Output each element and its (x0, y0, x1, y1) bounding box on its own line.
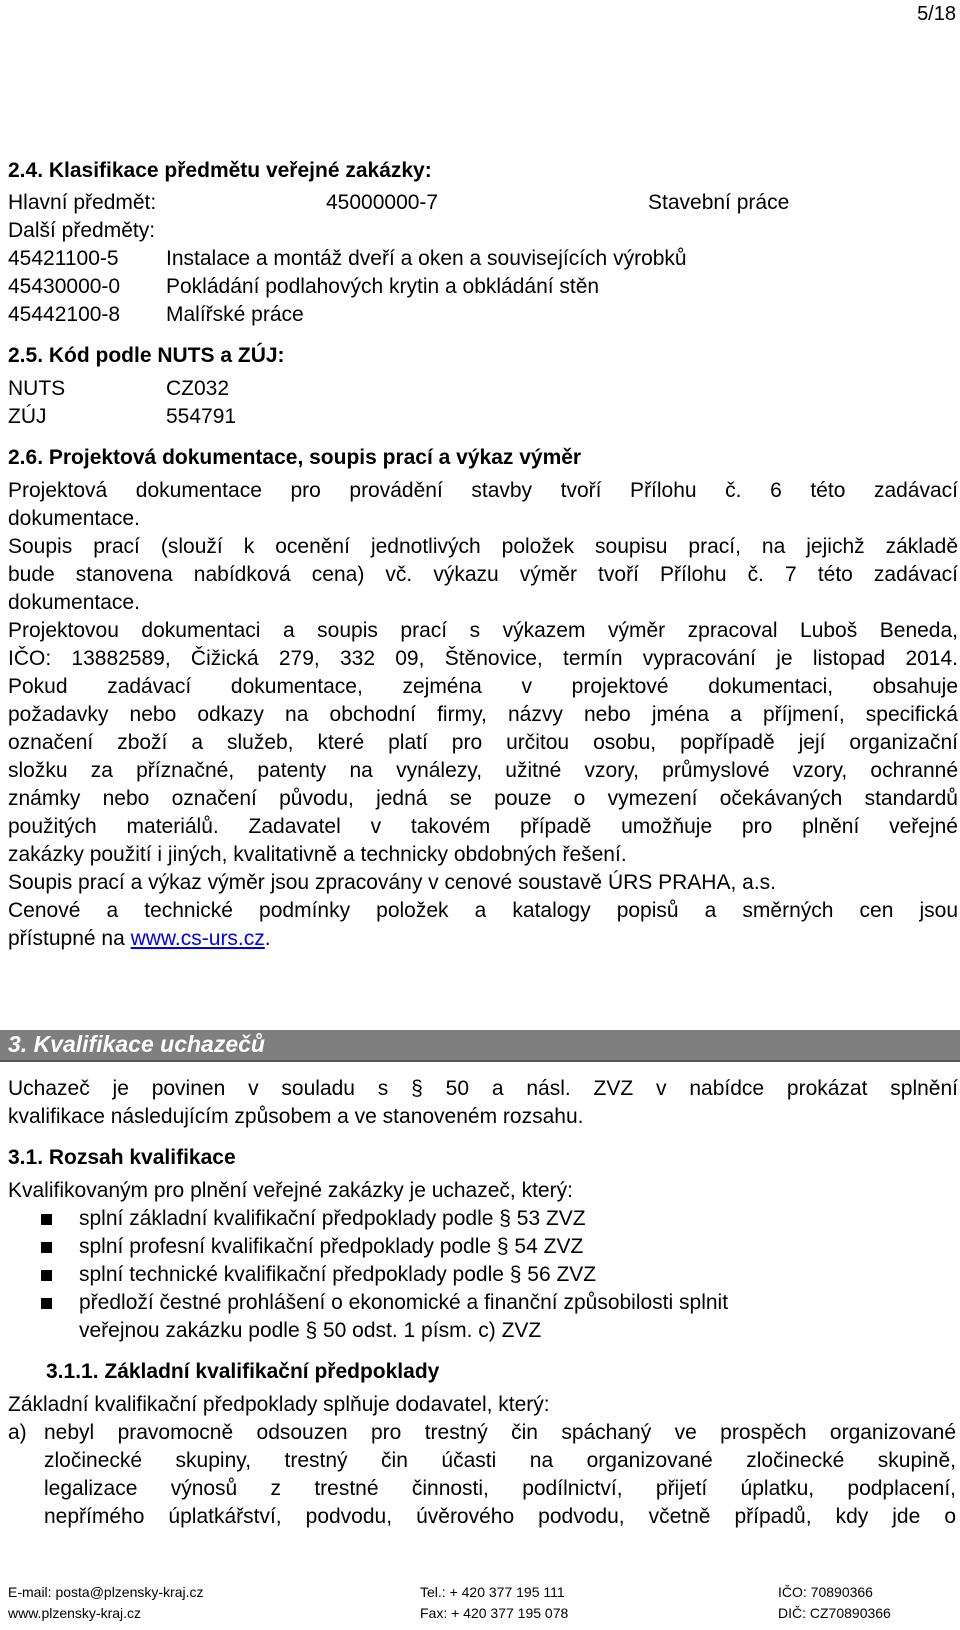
paragraph-line: Projektová dokumentace pro provádění stavby tvoří Přílohu č. 6 této zadávací (8, 479, 958, 502)
cpv-desc: Instalace a montáž dveří a oken a souvisejících výrobků (166, 247, 687, 270)
paragraph-line: zakázky použití i jiných, kvalitativně a technicky obdobných řešení. (8, 843, 627, 866)
list-marker: a) (8, 1421, 27, 1444)
paragraph-line: dokumentace. (8, 507, 140, 530)
cpv-code: 45421100-5 (8, 247, 119, 270)
footer-email[interactable]: E-mail: posta@plzensky-kraj.cz (8, 1584, 204, 1600)
list-item-line: nepřímého úplatkářství, podvodu, úvěrového podvodu, včetně případů, kdy jde o (44, 1505, 956, 1528)
section-2-6-heading: 2.6. Projektová dokumentace, soupis prací a výkaz výměr (8, 446, 582, 469)
paragraph-line: dokumentace. (8, 591, 140, 614)
paragraph-line: kvalifikace následujícím způsobem a ve stanoveném rozsahu. (8, 1105, 584, 1128)
paragraph-line: požadavky nebo odkazy na obchodní firmy, názvy nebo jména a příjmení, specifická (8, 703, 958, 726)
bullet-icon (41, 1270, 52, 1281)
paragraph-line: Uchazeč je povinen v souladu s § 50 a násl. ZVZ v nabídce prokázat splnění (8, 1077, 958, 1100)
paragraph-line: složku za příznačné, patenty na vynálezy, užitné vzory, průmyslové vzory, ochranné (8, 759, 958, 782)
list-item: předloží čestné prohlášení o ekonomické a finanční způsobilosti splnit (79, 1291, 729, 1314)
section-2-5-heading: 2.5. Kód podle NUTS a ZÚJ: (8, 344, 285, 367)
main-subject-desc: Stavební práce (648, 191, 790, 214)
main-subject-code: 45000000-7 (326, 191, 439, 214)
list-item-line: legalizace výnosů z trestné činnosti, podílnictví, přijetí úplatku, podplacení, (44, 1477, 956, 1500)
nuts-value: CZ032 (166, 377, 230, 400)
section-2-4-heading: 2.4. Klasifikace předmětu veřejné zakázky: (8, 159, 432, 182)
bullet-icon (41, 1298, 52, 1309)
footer-ico: IČO: 70890366 (778, 1584, 873, 1600)
zuj-value: 554791 (166, 405, 237, 428)
section-3-1-heading: 3.1. Rozsah kvalifikace (8, 1146, 236, 1169)
list-item: splní technické kvalifikační předpoklady podle § 56 ZVZ (79, 1263, 597, 1286)
paragraph-line: použitých materiálů. Zadavatel v takovém případě umožňuje pro plnění veřejné (8, 815, 958, 838)
footer-fax: Fax: + 420 377 195 078 (420, 1605, 569, 1621)
list-item: splní základní kvalifikační předpoklady podle § 53 ZVZ (79, 1207, 586, 1230)
paragraph-line (8, 925, 271, 953)
list-item: splní profesní kvalifikační předpoklady podle § 54 ZVZ (79, 1235, 584, 1258)
other-subjects-label: Další předměty: (8, 219, 156, 242)
section-3-1-1-heading: 3.1.1. Základní kvalifikační předpoklady (46, 1360, 440, 1383)
paragraph-line: Cenové a technické podmínky položek a katalogy popisů a směrných cen jsou (8, 899, 958, 922)
paragraph-line: bude stanovena nabídková cena) vč. výkazu výměr tvoří Přílohu č. 7 této zadávací (8, 563, 958, 586)
footer-tel: Tel.: + 420 377 195 111 (420, 1584, 565, 1600)
list-item-line: nebyl pravomocně odsouzen pro trestný čin spáchaný ve prospěch organizované (44, 1421, 956, 1444)
cpv-code: 45442100-8 (8, 303, 121, 326)
main-subject-label: Hlavní předmět: (8, 191, 157, 214)
paragraph-line: Základní kvalifikační předpoklady splňuje dodavatel, který: (8, 1393, 550, 1416)
paragraph-line: Projektovou dokumentaci a soupis prací s výkazem výměr zpracoval Luboš Beneda, (8, 619, 958, 642)
paragraph-line: Soupis prací a výkaz výměr jsou zpracovány v cenové soustavě ÚRS PRAHA, a.s. (8, 871, 776, 894)
bullet-icon (41, 1242, 52, 1253)
cpv-desc: Malířské práce (166, 303, 304, 326)
footer-dic: DIČ: CZ70890366 (778, 1605, 891, 1621)
cpv-desc: Pokládání podlahových krytin a obkládání stěn (166, 275, 600, 298)
bullet-icon (41, 1214, 52, 1225)
page-number: 5/18 (917, 3, 956, 25)
paragraph-line: Kvalifikovaným pro plnění veřejné zakázky je uchazeč, který: (8, 1179, 573, 1202)
zuj-label: ZÚJ (8, 405, 47, 428)
paragraph-line: Soupis prací (slouží k ocenění jednotlivých položek soupisu prací, na jejichž základě (8, 535, 958, 558)
section-3-header-bar (0, 1030, 960, 1062)
cs-urs-link[interactable]: www.cs-urs.cz (130, 927, 265, 950)
text-suffix: . (264, 927, 271, 950)
text-prefix: přístupné na (8, 927, 131, 950)
paragraph-line: známky nebo označení původu, jedná se pouze o vymezení očekávaných standardů (8, 787, 958, 810)
paragraph-line: Pokud zadávací dokumentace, zejména v projektové dokumentaci, obsahuje (8, 675, 958, 698)
paragraph-line: IČO: 13882589, Čižická 279, 332 09, Štěnovice, termín vypracování je listopad 2014. (8, 647, 958, 670)
section-3-heading: 3. Kvalifikace uchazečů (8, 1031, 265, 1057)
nuts-label: NUTS (8, 377, 66, 400)
cpv-code: 45430000-0 (8, 275, 121, 298)
footer-web[interactable]: www.plzensky-kraj.cz (8, 1605, 142, 1621)
list-item-line: zločinecké skupiny, trestný čin účasti na organizované zločinecké skupině, (44, 1449, 956, 1472)
paragraph-line: označení zboží a služeb, které platí pro určitou osobu, popřípadě její organizační (8, 731, 958, 754)
list-item-continuation: veřejnou zakázku podle § 50 odst. 1 písm. c) ZVZ (79, 1319, 542, 1342)
